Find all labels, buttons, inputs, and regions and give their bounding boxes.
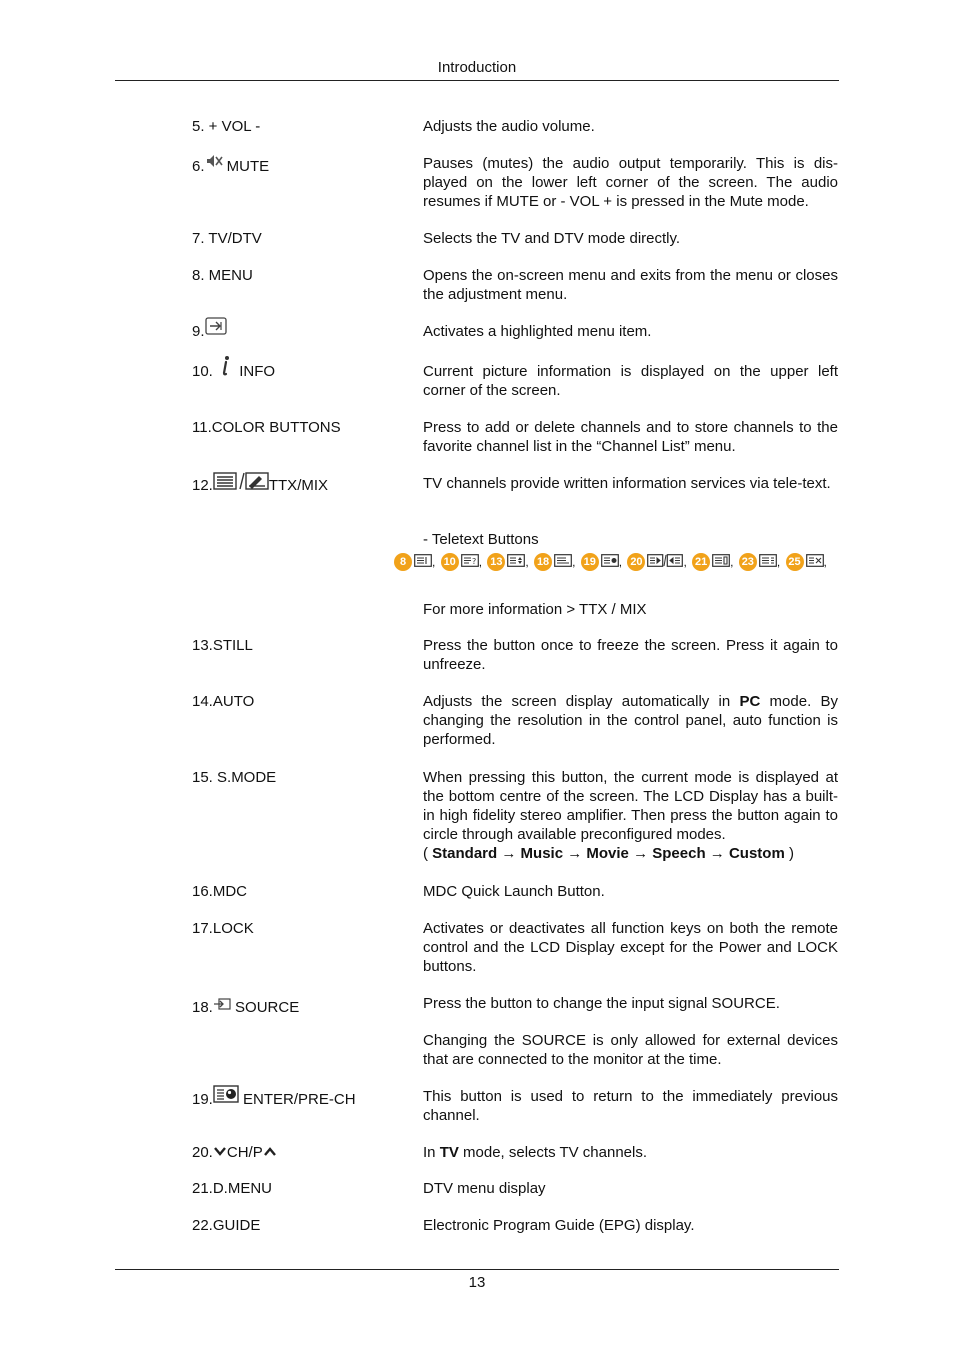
teletext-button-18: 18 , [534, 553, 576, 571]
item-label-d-menu: 21.D.MENU [192, 1180, 273, 1197]
item-desc-menu: Opens the on-screen menu and exits from the menu or closes the adjustment menu. [423, 267, 838, 303]
item-desc-color-buttons: Press to add or delete channels and to store channels to the favorite channel list in the “Channel List” menu. [423, 419, 838, 455]
page-number: 13 [468, 1274, 486, 1291]
ttx-mix-icon [213, 472, 269, 495]
item-label-tv-dtv: 7. TV/DTV [192, 230, 262, 247]
item-label-ttx-mix: 12. TTX/MIX [192, 476, 328, 495]
item-label-still: 13.STILL [192, 637, 253, 654]
item-label-vol: 5. + VOL - [192, 118, 261, 135]
teletext-size-icon [507, 554, 525, 570]
item-desc-source-note: Changing the SOURCE is only allowed for external devices that are connected to the monitor at the time. [423, 1032, 838, 1068]
enter-icon [205, 317, 227, 340]
item-desc-enter: Activates a highlighted menu item. [423, 323, 652, 340]
item-desc-info: Current picture information is displayed on the upper left corner of the screen. [423, 363, 838, 399]
teletext-button-19: 19 , [581, 553, 623, 571]
teletext-cancel-icon [806, 554, 824, 570]
item-label-auto: 14.AUTO [192, 693, 255, 710]
teletext-button-20: 20 , [627, 553, 687, 571]
teletext-index-icon [414, 554, 432, 570]
item-desc-source: Press the button to change the input signal SOURCE. [423, 995, 780, 1012]
item-desc-mdc: MDC Quick Launch Button. [423, 883, 605, 900]
item-label-guide: 22.GUIDE [192, 1217, 261, 1234]
teletext-button-10: 10 ? , [441, 553, 483, 571]
item-desc-tv-dtv: Selects the TV and DTV mode directly. [423, 230, 681, 247]
item-desc-auto: Adjusts the screen display automatically in PC mode. By changing the resolution in the control panel, auto function is performed. [423, 693, 839, 748]
header-rule [115, 80, 839, 81]
item-label-source: 18. SOURCE [192, 998, 299, 1017]
pre-ch-icon [213, 1085, 239, 1108]
teletext-display-icon [712, 554, 730, 570]
teletext-button-25: 25 , [786, 553, 828, 571]
item-desc-ch-p: In TV mode, selects TV channels. [423, 1144, 648, 1161]
teletext-hold-icon [759, 554, 777, 570]
item-label-ch-p: 20. CH/P [192, 1143, 277, 1162]
item-desc-s-mode: When pressing this button, the current mode is displayed at the bottom centre of the screen. The LCD Display has a built-in high fidelity stereo amplifier. Then press the button again to circle through available preconfigured modes. ( Standard → Music → Movie → Speech → Custom ) [423, 769, 838, 862]
page-header: Introduction [437, 59, 517, 76]
svg-text:?: ? [471, 557, 476, 566]
s-mode-cycle: ( Standard → Music → Movie → Speech → Custom ) [423, 845, 794, 862]
teletext-button-list [394, 553, 829, 575]
item-desc-vol: Adjusts the audio volume. [423, 118, 595, 135]
teletext-button-21: 21 , [692, 553, 734, 571]
ttx-more-info: For more information > TTX / MIX [423, 601, 647, 618]
item-label-pre-ch: 19. ENTER/PRE-CH [192, 1090, 356, 1109]
channel-up-icon [263, 1143, 277, 1162]
item-desc-lock: Activates or deactivates all function keys on both the remote control and the LCD Display except for the Power and LOCK buttons. [423, 920, 838, 975]
mute-icon [205, 153, 223, 174]
footer-rule [115, 1269, 839, 1270]
info-icon [217, 355, 235, 382]
item-label-color-buttons: 11.COLOR BUTTONS [192, 419, 341, 436]
item-desc-d-menu: DTV menu display [423, 1180, 546, 1197]
item-label-lock: 17.LOCK [192, 920, 254, 937]
item-desc-mute: Pauses (mutes) the audio output temporarily. This is dis-played on the lower left corner of the screen. The audio resumes if MUTE or - VOL + is pressed in the Mute mode. [423, 155, 838, 210]
item-desc-pre-ch: This button is used to return to the immediately previous channel. [423, 1088, 838, 1124]
item-label-mdc: 16.MDC [192, 883, 248, 900]
teletext-page-up-down-icon [647, 554, 683, 570]
teletext-buttons-heading: - Teletext Buttons [423, 531, 539, 548]
teletext-reveal-icon [461, 554, 479, 570]
item-desc-still: Press the button once to freeze the screen. Press it again to unfreeze. [423, 637, 838, 673]
channel-down-icon [213, 1142, 227, 1161]
item-label-menu: 8. MENU [192, 267, 253, 284]
item-label-s-mode: 15. S.MODE [192, 769, 277, 786]
teletext-mode-icon [554, 554, 572, 570]
teletext-button-23: 23 , [739, 553, 781, 571]
teletext-button-13: 13 , [487, 553, 529, 571]
item-label-enter: 9. [192, 322, 227, 341]
teletext-sub-page-icon [601, 554, 619, 570]
item-desc-guide: Electronic Program Guide (EPG) display. [423, 1217, 695, 1234]
item-label-info: 10. INFO [192, 362, 275, 382]
item-label-mute: 6. MUTE [192, 157, 269, 176]
item-desc-ttx-mix: TV channels provide written information services via tele-text. [423, 475, 831, 492]
source-icon [213, 996, 231, 1015]
teletext-button-8: 8 , [394, 553, 436, 571]
